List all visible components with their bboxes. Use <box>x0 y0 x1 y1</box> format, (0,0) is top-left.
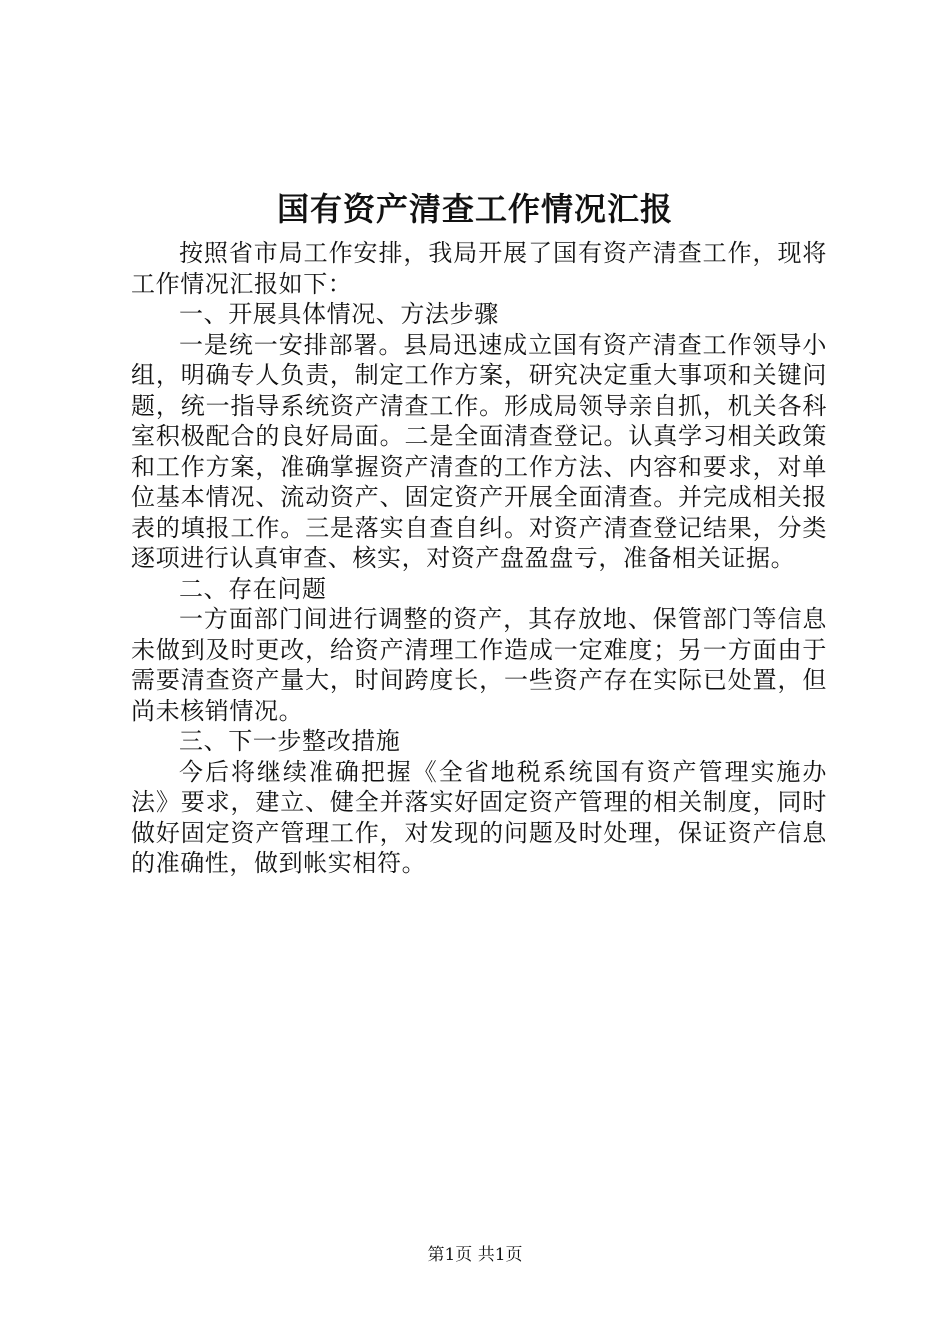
document-body <box>131 238 827 879</box>
page-footer: 第1页 共1页 <box>427 1245 523 1265</box>
section-heading-2: 二、存在问题 <box>179 574 327 603</box>
section-heading-1: 一、开展具体情况、方法步骤 <box>179 300 499 328</box>
intro-paragraph: 按照省市局工作安排，我局开展了国有资产清查工作，现将工作情况汇报如下： <box>131 239 827 298</box>
section-body-3: 今后将继续准确把握《全省地税系统国有资产管理实施办法》要求，建立、健全并落实好固定资产管理的相关制度，同时做好固定资产管理工作，对发现的问题及时处理，保证资产信息的准确性，做到帐实相符。 <box>131 757 827 877</box>
section-body-2: 一方面部门间进行调整的资产，其存放地、保管部门等信息未做到及时更改，给资产清理工作造成一定难度；另一方面由于需要清查资产量大，时间跨度长，一些资产存在实际已处置，但尚未核销情况。 <box>131 605 827 725</box>
section-heading-3: 三、下一步整改措施 <box>179 727 401 755</box>
section-body-1: 一是统一安排部署。县局迅速成立国有资产清查工作领导小组，明确专人负责，制定工作方案，研究决定重大事项和关键问题，统一指导系统资产清查工作。形成局领导亲自抓，机关各科室积极配合的良好局面。二是全面清查登记。认真学习相关政策和工作方案，准确掌握资产清查的工作方法、内容和要求，对单位基本情况、流动资产、固定资产开展全面清查。并完成相关报表的填报工作。三是落实自查自纠。对资产清查登记结果，分类逐项进行认真审查、核实，对资产盘盈盘亏，准备相关证据。 <box>131 330 827 572</box>
page-title: 国有资产清查工作情况汇报 <box>276 190 673 228</box>
